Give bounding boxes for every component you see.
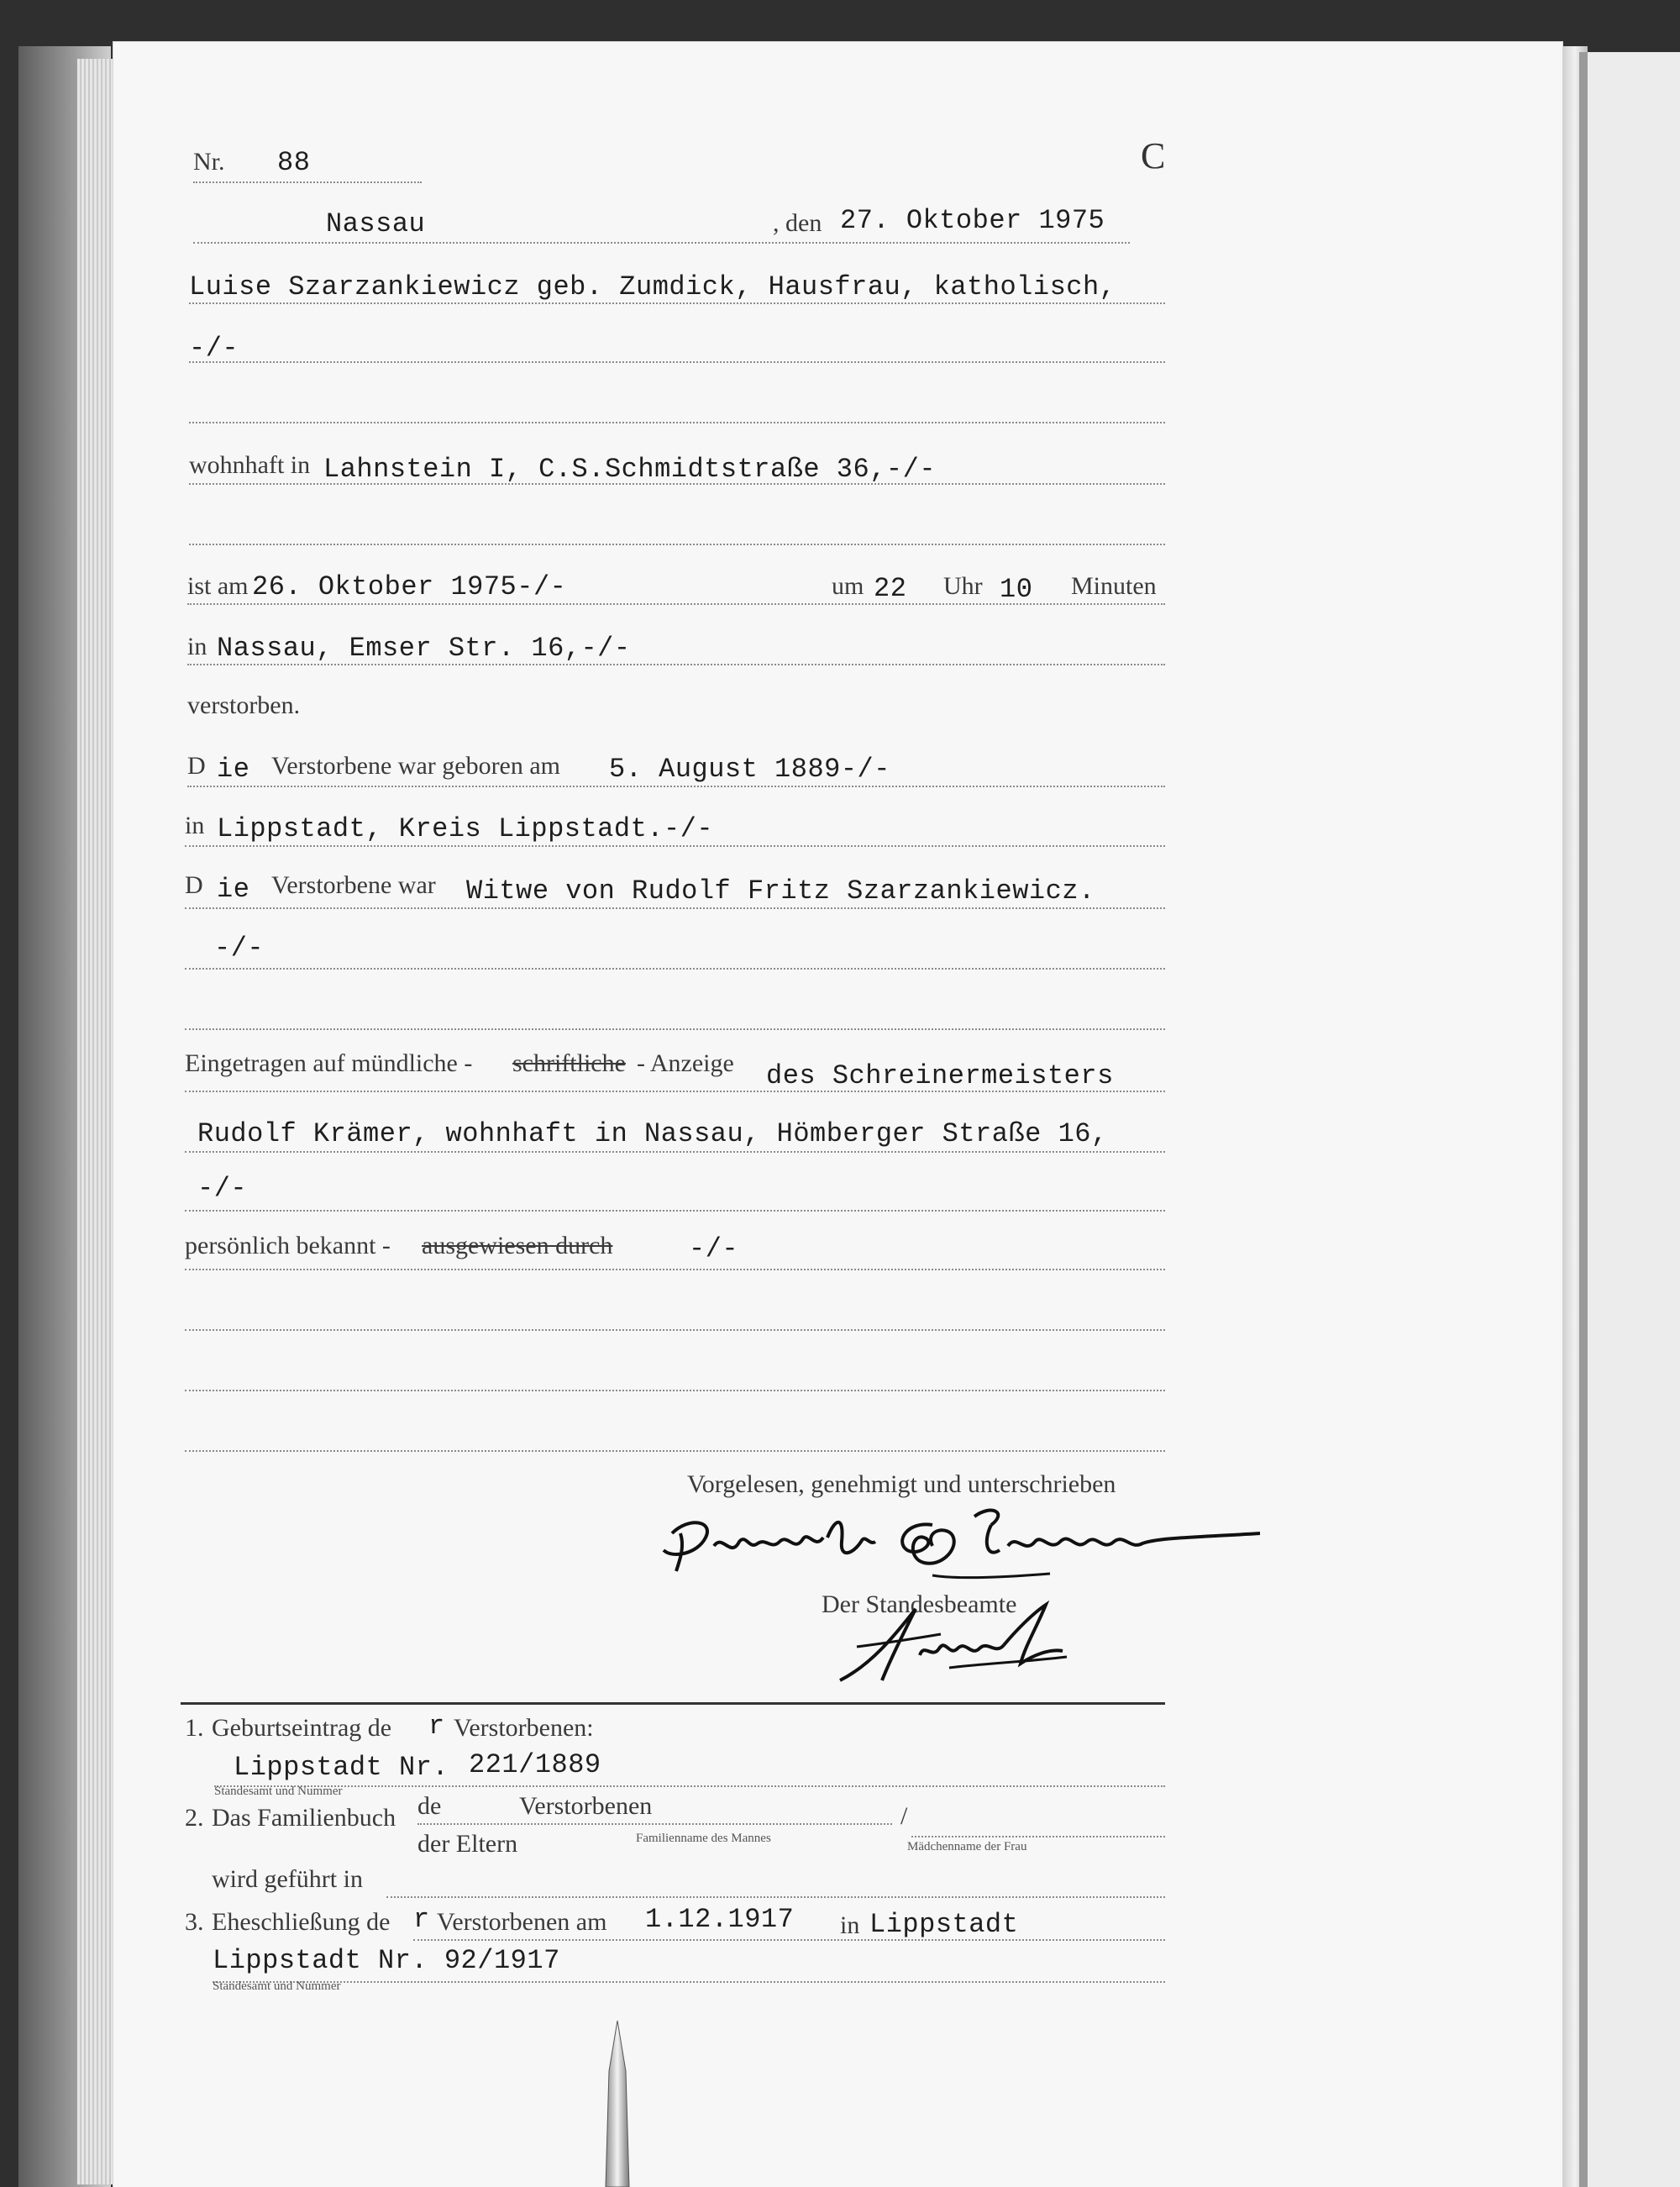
deceased-name-cont: -/- — [189, 333, 239, 364]
death-date-label: ist am — [187, 572, 249, 600]
note1-r: r — [428, 1711, 445, 1742]
death-place: Nassau, Emser Str. 16,-/- — [217, 633, 631, 664]
line-18 — [185, 1390, 1165, 1391]
note1-label: Geburtseintrag de — [212, 1714, 392, 1742]
status-ie: ie — [217, 874, 250, 905]
known-value: -/- — [689, 1233, 739, 1264]
known-label: persönlich bekannt - — [185, 1232, 391, 1259]
informant-text-3: -/- — [197, 1173, 248, 1204]
pen-tip — [601, 2021, 634, 2187]
line-9 — [185, 845, 1165, 847]
den-label: , den — [773, 209, 822, 237]
note1-value: Lippstadt Nr. — [234, 1752, 449, 1783]
line-12 — [185, 1028, 1165, 1030]
death-date: 26. Oktober 1975-/- — [252, 571, 567, 602]
uhr-label: Uhr — [943, 572, 983, 600]
residence: Lahnstein I, C.S.Schmidtstraße 36,-/- — [323, 454, 937, 485]
note2-verstorbenen: Verstorbenen — [519, 1792, 653, 1820]
informant-label-b: - Anzeige — [637, 1049, 734, 1077]
status-label: Verstorbene war — [271, 871, 436, 899]
line-16 — [185, 1269, 1165, 1270]
line-10 — [185, 907, 1165, 909]
death-hour: 22 — [874, 573, 907, 604]
line-4 — [189, 483, 1165, 485]
familienname-caption: Familienname des Mannes — [636, 1832, 771, 1845]
death-place-label: in — [187, 633, 207, 660]
line-13 — [185, 1091, 1165, 1092]
line-1 — [189, 302, 1165, 304]
known-struck: ausgewiesen durch — [422, 1232, 613, 1259]
note2-slash: / — [900, 1802, 908, 1830]
line-5 — [189, 544, 1165, 545]
maedchenname-caption: Mädchenname der Frau — [907, 1840, 1027, 1853]
marital-status-cont: -/- — [214, 933, 265, 964]
verstorben-label: verstorben. — [187, 691, 301, 719]
nr-label: Nr. — [193, 148, 225, 176]
note2-eltern: der Eltern — [417, 1830, 518, 1858]
nr-line — [193, 181, 422, 183]
note1-number: 1. — [185, 1714, 204, 1742]
note3-in: in — [840, 1911, 860, 1939]
informant-label-a: Eingetragen auf mündliche - — [185, 1049, 473, 1077]
note3-value: Lippstadt Nr. 92/1917 — [213, 1945, 560, 1976]
note3-line-a — [413, 1939, 1165, 1941]
note1-number-value: 221/1889 — [469, 1749, 601, 1780]
line-3 — [189, 422, 1165, 423]
note3-date: 1.12.1917 — [645, 1904, 795, 1935]
birth-place: Lippstadt, Kreis Lippstadt.-/- — [217, 813, 714, 844]
separator-line — [181, 1702, 1165, 1705]
birth-label: Verstorbene war geboren am — [271, 752, 561, 780]
line-2 — [189, 361, 1165, 363]
line-17 — [185, 1329, 1165, 1331]
informant-text-1: des Schreinermeisters — [766, 1060, 1114, 1091]
note3-number: 3. — [185, 1908, 204, 1936]
note3-label: Eheschließung de — [212, 1908, 391, 1936]
status-d-label: D — [185, 871, 203, 899]
marital-status: Witwe von Rudolf Fritz Szarzankiewicz. — [466, 875, 1095, 907]
line-15 — [185, 1210, 1165, 1212]
residence-label: wohnhaft in — [189, 451, 311, 479]
next-page — [1588, 52, 1680, 2187]
note2-line-b — [911, 1836, 1165, 1837]
line-19 — [185, 1450, 1165, 1452]
note3-r: r — [413, 1904, 430, 1935]
nr-value: 88 — [277, 147, 311, 178]
note1-caption: Standesamt und Nummer — [214, 1785, 343, 1798]
informant-label-struck: schriftliche — [512, 1049, 626, 1077]
deceased-name: Luise Szarzankiewicz geb. Zumdick, Hausfrau, katholisch, — [189, 271, 1116, 302]
note3-caption: Standesamt und Nummer — [213, 1979, 341, 1993]
note2-label: Das Familienbuch — [212, 1804, 396, 1832]
standesbeamte-label: Der Standesbeamte — [822, 1590, 1017, 1618]
note2-de: de — [417, 1792, 442, 1820]
note2-number: 2. — [185, 1804, 204, 1832]
record-date: 27. Oktober 1975 — [840, 205, 1105, 236]
death-minute: 10 — [1000, 574, 1033, 605]
line-8 — [187, 786, 1165, 787]
official-signature — [823, 1596, 1109, 1689]
informant-text-2: Rudolf Krämer, wohnhaft in Nassau, Hömberger Straße 16, — [197, 1118, 1108, 1149]
line-7 — [187, 664, 1165, 665]
line-14 — [185, 1151, 1165, 1153]
birth-date: 5. August 1889-/- — [609, 754, 890, 785]
note3-place: Lippstadt — [869, 1909, 1019, 1940]
birth-place-label: in — [185, 812, 205, 839]
register-letter: C — [1141, 135, 1166, 176]
place: Nassau — [326, 208, 426, 239]
note3-label2: Verstorbenen am — [437, 1908, 607, 1936]
line-11 — [185, 968, 1165, 970]
birth-ie: ie — [217, 754, 250, 785]
note2-line-c — [386, 1896, 1165, 1898]
place-date-line — [193, 242, 1130, 244]
minuten-label: Minuten — [1071, 572, 1157, 600]
vorgelesen-text: Vorgelesen, genehmigt und unterschrieben — [687, 1470, 1116, 1498]
note1-line — [214, 1785, 1165, 1787]
note3-line-b — [213, 1981, 1165, 1983]
birth-d-label: D — [187, 752, 206, 780]
note2-line-a — [417, 1823, 892, 1825]
wird-gefuehrt-label: wird geführt in — [212, 1865, 363, 1893]
note1-label2: Verstorbenen: — [454, 1714, 594, 1742]
informant-signature — [655, 1500, 1268, 1592]
line-6 — [187, 603, 1165, 605]
um-label: um — [832, 572, 864, 600]
